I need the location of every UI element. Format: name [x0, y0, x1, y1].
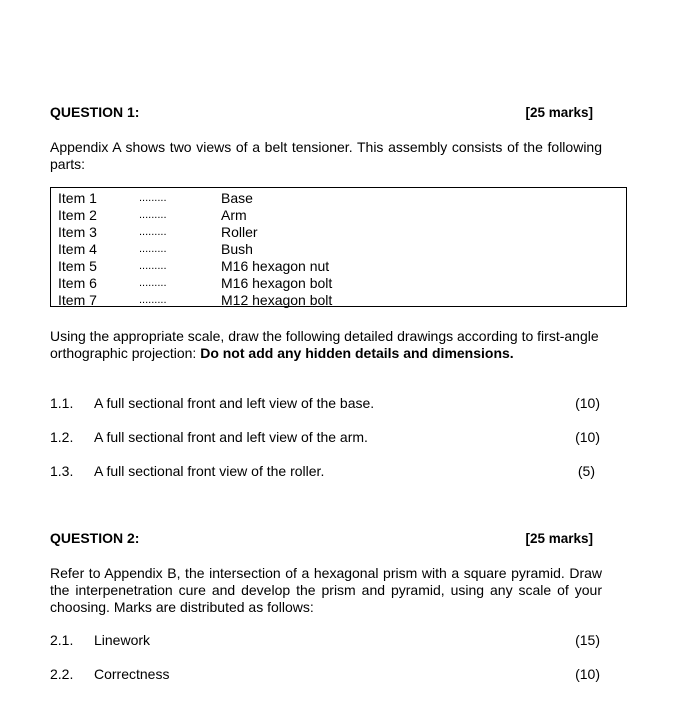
question-1-marks: [25 marks] [525, 105, 593, 120]
parts-list-item [51, 190, 626, 207]
subquestion-text: Linework [94, 632, 151, 648]
item-name: Arm [221, 207, 247, 223]
item-name: M16 hexagon bolt [221, 275, 333, 291]
subquestion-number: 2.1. [50, 632, 74, 648]
parts-list-item [51, 258, 626, 275]
subquestion-number: 1.2. [50, 429, 74, 445]
subquestion-marks: (10) [575, 429, 600, 445]
item-name: Bush [221, 241, 253, 257]
question-2-intro: Refer to Appendix B, the intersection of a hexagonal prism with a square pyramid. Draw the interpenetration cure and develop the prism and pyramid, using any scale of your choosing. Marks are distributed as follows: [50, 565, 602, 615]
item-dots: ......... [139, 243, 167, 255]
item-label: Item 6 [58, 275, 97, 291]
parts-list-item [51, 207, 626, 224]
parts-list-item [51, 241, 626, 258]
item-label: Item 1 [58, 190, 97, 206]
parts-list-item [51, 292, 626, 309]
parts-list-item [51, 275, 626, 292]
item-label: Item 4 [58, 241, 97, 257]
item-name: M16 hexagon nut [221, 258, 330, 274]
item-label: Item 2 [58, 207, 97, 223]
subquestion-marks: (10) [575, 395, 600, 411]
subquestion-text: A full sectional front and left view of the arm. [94, 429, 368, 445]
subquestion-text: A full sectional front view of the roller. [94, 463, 325, 479]
subquestion-marks: (5) [577, 463, 595, 479]
item-dots: ......... [139, 294, 167, 306]
subquestion-marks: (10) [575, 666, 600, 682]
item-name: M12 hexagon bolt [221, 292, 333, 308]
subquestion-text: Correctness [94, 666, 170, 682]
question-1-intro: Appendix A shows two views of a belt tensioner. This assembly consists of the following parts: [50, 139, 602, 172]
instruction-text: Using the appropriate scale, draw the following detailed drawings according to first-angle orthographic projection: [50, 328, 599, 361]
item-dots: ......... [139, 192, 167, 204]
item-dots: ......... [139, 277, 167, 289]
question-2-title: QUESTION 2: [50, 530, 140, 546]
question-1-title: QUESTION 1: [50, 104, 140, 120]
parts-list-item [51, 224, 626, 241]
item-label: Item 7 [58, 292, 97, 308]
subquestion-number: 2.2. [50, 666, 74, 682]
subquestion-number: 1.3. [50, 463, 74, 479]
item-dots: ......... [139, 209, 167, 221]
subquestion-number: 1.1. [50, 395, 74, 411]
item-dots: ......... [139, 226, 167, 238]
item-dots: ......... [139, 260, 167, 272]
item-label: Item 3 [58, 224, 97, 240]
item-name: Roller [221, 224, 258, 240]
subquestion-marks: (15) [575, 632, 600, 648]
question-2-marks: [25 marks] [525, 531, 593, 546]
item-name: Base [221, 190, 253, 206]
question-1-instruction [50, 328, 602, 362]
item-label: Item 5 [58, 258, 97, 274]
parts-list-box [50, 187, 627, 307]
subquestion-text: A full sectional front and left view of the base. [94, 395, 375, 411]
instruction-emphasis: Do not add any hidden details and dimensions. [200, 345, 514, 361]
